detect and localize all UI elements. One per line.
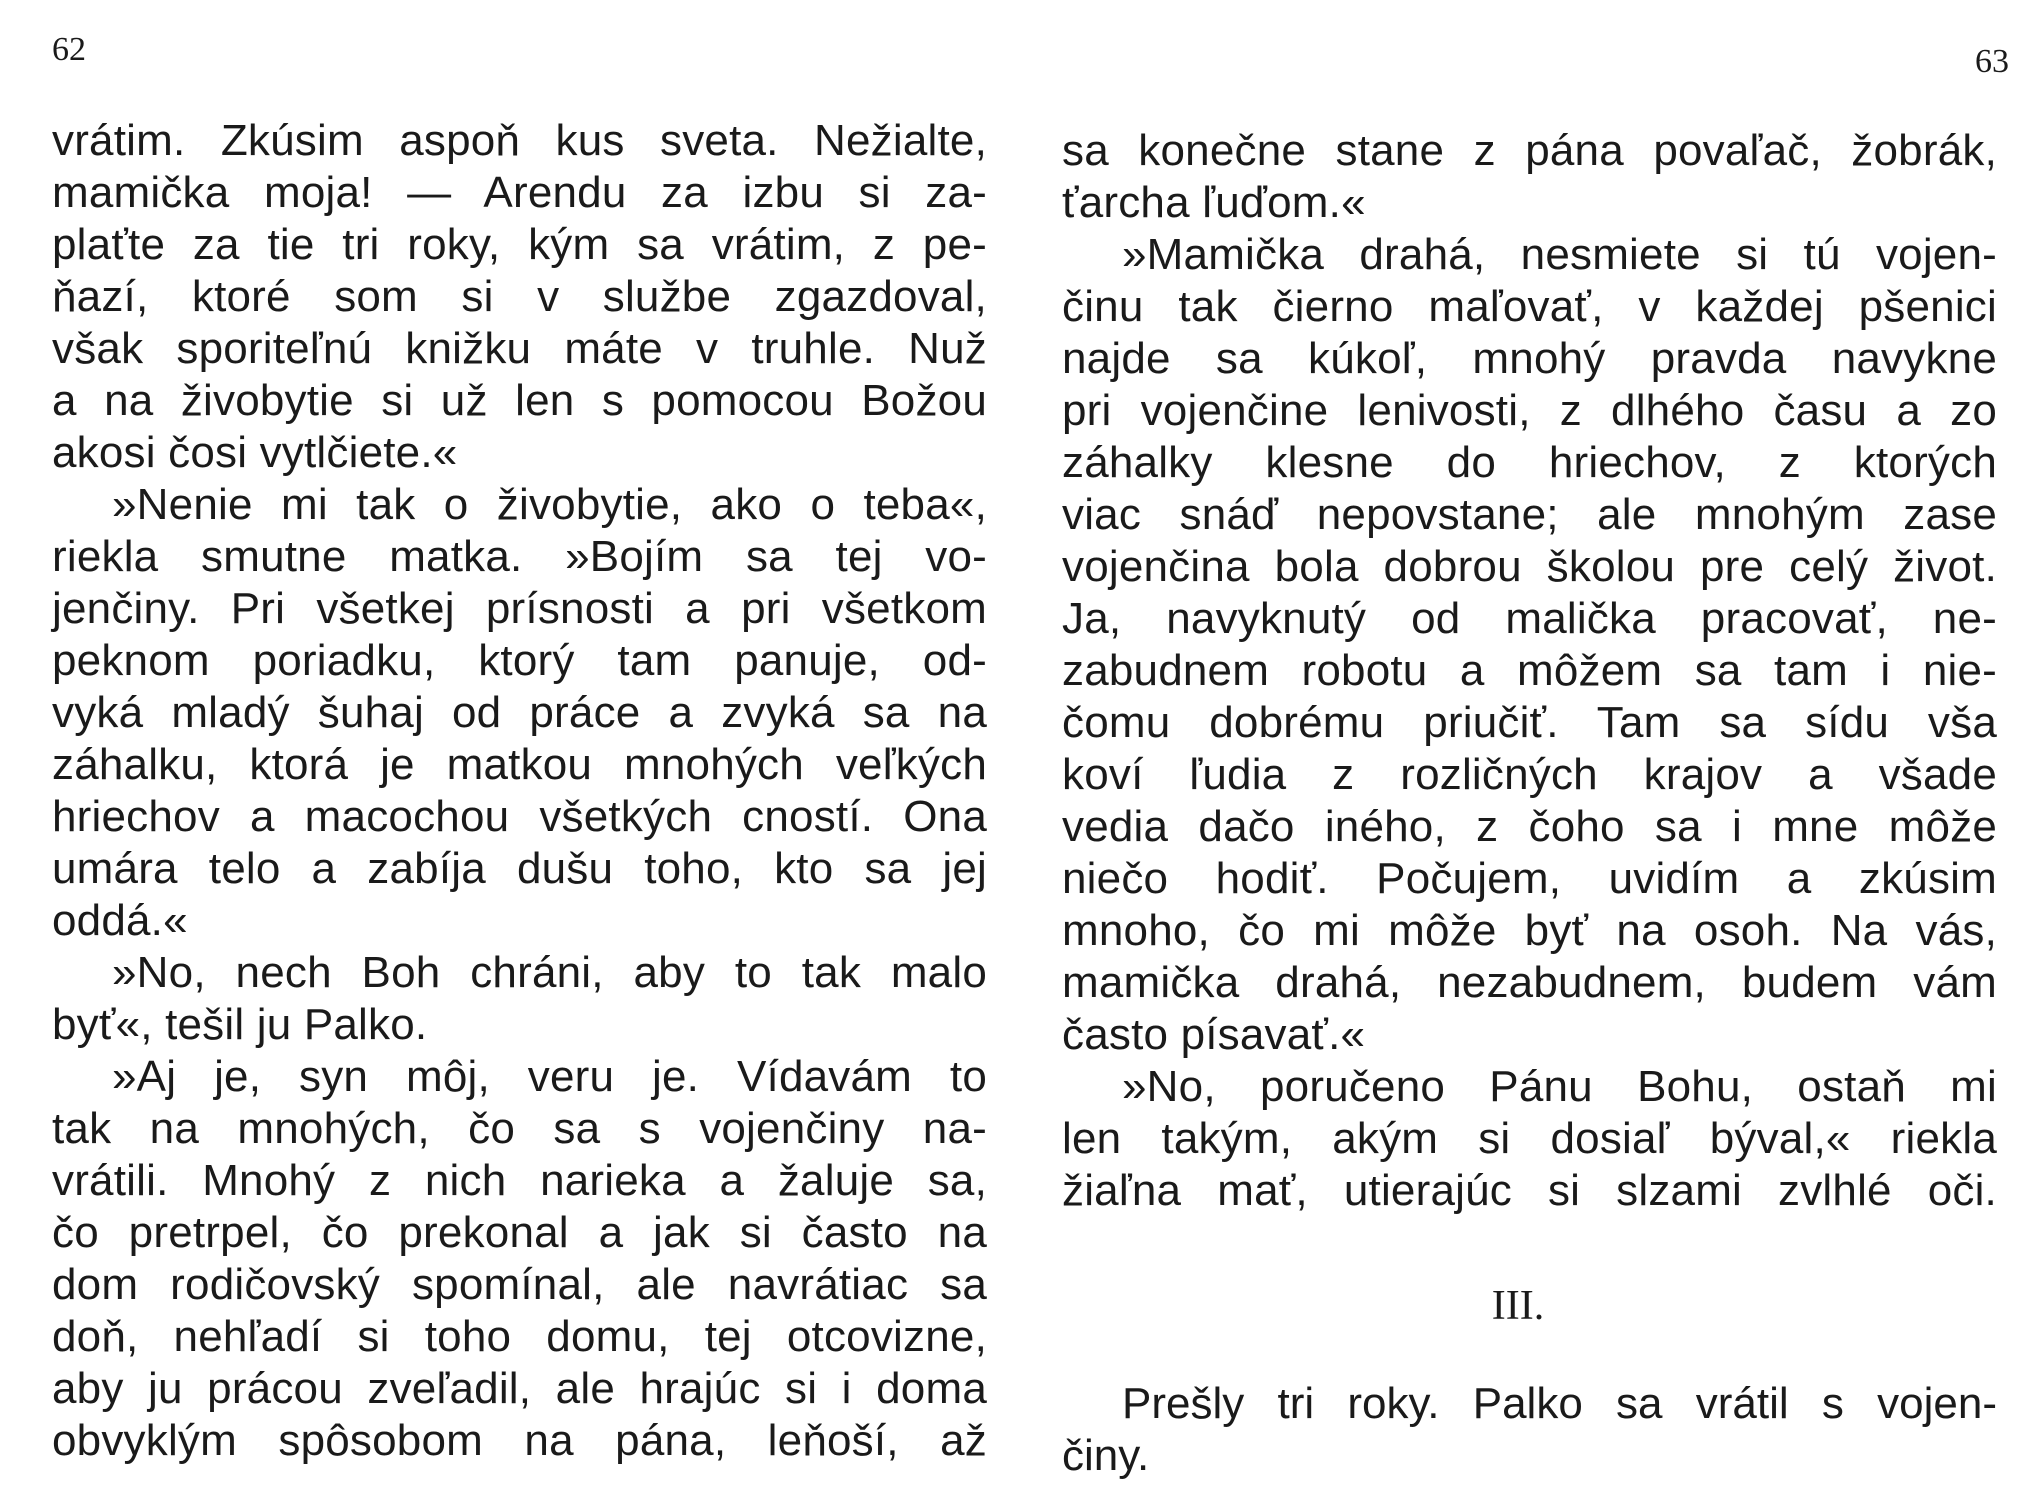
text-line: plaťte za tie tri roky, kým sa vrátim, z pe-: [52, 220, 987, 269]
text-line: riekla smutne matka. »Bojím sa tej vo-: [52, 532, 987, 581]
text-line: mnoho, čo mi môže byť na osoh. Na vás,: [1062, 906, 1997, 955]
text-line: viac snáď nepovstane; ale mnohým zase: [1062, 490, 1997, 539]
chapter-opening-text: [1062, 1378, 1997, 1482]
text-line: jenčiny. Pri všetkej prísnosti a pri všetkom: [52, 584, 987, 633]
text-line: zabudnem robotu a môžem sa tam i nie-: [1062, 646, 1997, 695]
text-line: mamička drahá, nezabudnem, budem vám: [1062, 958, 1997, 1007]
text-line: aby ju prácou zveľadil, ale hrajúc si i doma: [52, 1364, 987, 1413]
text-line: vojenčina bola dobrou školou pre celý život.: [1062, 542, 1997, 591]
text-line: často písavať.«: [1062, 1010, 1366, 1059]
text-line: vyká mladý šuhaj od práce a zvyká sa na: [52, 688, 987, 737]
text-line: »No, nech Boh chráni, aby to tak malo: [112, 948, 987, 997]
text-line: činu tak čierno maľovať, v každej pšenici: [1062, 282, 1997, 331]
text-line: vedia dačo iného, z čoho sa i mne môže: [1062, 802, 1997, 851]
text-line: tak na mnohých, čo sa s vojenčiny na-: [52, 1104, 987, 1153]
text-line: mamička moja! — Arendu za izbu si za-: [52, 168, 987, 217]
text-line: ťarcha ľuďom.«: [1062, 178, 1366, 227]
text-line: byť«, tešil ju Palko.: [52, 1000, 428, 1049]
text-line: vrátili. Mnohý z nich narieka a žaluje sa,: [52, 1156, 987, 1205]
text-line: Ja, navyknutý od malička pracovať, ne-: [1062, 594, 1997, 643]
text-line: dom rodičovský spomínal, ale navrátiac sa: [52, 1260, 987, 1309]
text-line: doň, nehľadí si toho domu, tej otcovizne,: [52, 1312, 987, 1361]
left-page-text: [52, 115, 987, 1467]
text-line: »No, poručeno Pánu Bohu, ostaň mi: [1122, 1062, 1997, 1111]
text-line: len takým, akým si dosiaľ býval,« riekla: [1062, 1114, 1997, 1163]
page-number-right: 63: [1975, 43, 2009, 80]
text-line: najde sa kúkoľ, mnohý pravda navykne: [1062, 334, 1997, 383]
text-line: žiaľna mať, utierajúc si slzami zvlhlé oči.: [1062, 1166, 1997, 1215]
chapter-heading: III.: [1491, 1283, 1545, 1329]
text-line: činy.: [1062, 1431, 1150, 1480]
text-line: a na živobytie si už len s pomocou Božou: [52, 376, 987, 425]
text-line: peknom poriadku, ktorý tam panuje, od-: [52, 636, 987, 685]
text-line: pri vojenčine lenivosti, z dlhého času a zo: [1062, 386, 1997, 435]
text-line: záhalky klesne do hriechov, z ktorých: [1062, 438, 1997, 487]
text-line: záhalku, ktorá je matkou mnohých veľkých: [52, 740, 987, 789]
right-page-text: [1062, 125, 1997, 1217]
text-line: niečo hodiť. Počujem, uvidím a zkúsim: [1062, 854, 1997, 903]
text-line: oddá.«: [52, 896, 188, 945]
text-line: však sporiteľnú knižku máte v truhle. Nuž: [52, 324, 987, 373]
text-line: »Mamička drahá, nesmiete si tú vojen-: [1122, 230, 1997, 279]
text-line: čomu dobrému priučiť. Tam sa sídu vša: [1062, 698, 1997, 747]
text-line: vrátim. Zkúsim aspoň kus sveta. Nežialte,: [52, 116, 987, 165]
text-line: koví ľudia z rozličných krajov a všade: [1062, 750, 1997, 799]
text-line: Prešly tri roky. Palko sa vrátil s vojen-: [1122, 1379, 1997, 1428]
text-line: sa konečne stane z pána povaľač, žobrák,: [1062, 126, 1997, 175]
text-line: umára telo a zabíja dušu toho, kto sa jej: [52, 844, 987, 893]
text-line: »Aj je, syn môj, veru je. Vídavám to: [112, 1052, 987, 1101]
text-line: »Nenie mi tak o živobytie, ako o teba«,: [112, 480, 987, 529]
text-line: ňazí, ktoré som si v službe zgazdoval,: [52, 272, 987, 321]
text-line: čo pretrpel, čo prekonal a jak si často na: [52, 1208, 987, 1257]
right-page: [1012, 0, 2024, 1500]
page-number-left: 62: [52, 31, 86, 68]
text-line: obvyklým spôsobom na pána, leňoší, až: [52, 1416, 987, 1465]
text-line: hriechov a macochou všetkých cností. Ona: [52, 792, 987, 841]
text-line: akosi čosi vytlčiete.«: [52, 428, 458, 477]
